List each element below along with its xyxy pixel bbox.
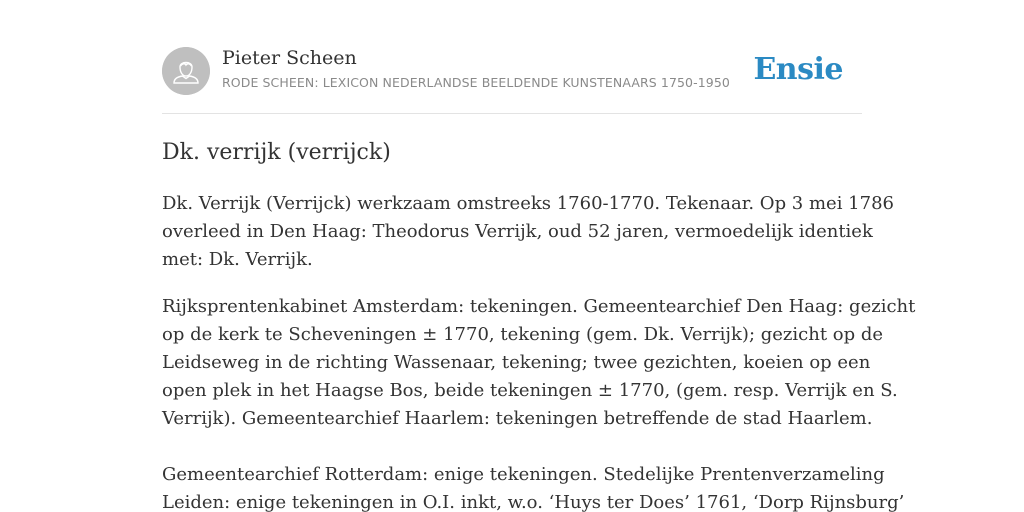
header-divider <box>162 113 862 114</box>
ensie-logo[interactable]: Ensie <box>753 52 843 87</box>
paragraph-line: Dk. Verrijk (Verrijck) werkzaam omstreeks 1760-1770. Tekenaar. Op 3 mei 1786 <box>162 193 894 214</box>
author-name[interactable]: Pieter Scheen <box>222 47 357 69</box>
paragraph-line: met: Dk. Verrijk. <box>162 249 313 270</box>
paragraph-line: Verrijk). Gemeentearchief Haarlem: tekeningen betreffende de stad Haarlem. <box>162 408 873 429</box>
paragraph-line: Leidseweg in de richting Wassenaar, tekening; twee gezichten, koeien op een <box>162 352 871 373</box>
article-paragraph <box>162 293 916 433</box>
article-title: Dk. verrijk (verrijck) <box>162 140 391 165</box>
article-header <box>162 46 862 114</box>
paragraph-line: open plek in het Haagse Bos, beide tekeningen ± 1770, (gem. resp. Verrijk en S. <box>162 380 898 401</box>
source-lexicon[interactable]: RODE SCHEEN: LEXICON NEDERLANDSE BEELDENDE KUNSTENAARS 1750-1950 <box>222 75 730 90</box>
article-paragraph <box>162 461 905 512</box>
user-avatar-icon[interactable] <box>162 47 210 95</box>
paragraph-line: Gemeentearchief Rotterdam: enige tekeningen. Stedelijke Prentenverzameling <box>162 464 885 485</box>
paragraph-line: overleed in Den Haag: Theodorus Verrijk, oud 52 jaren, vermoedelijk identiek <box>162 221 873 242</box>
paragraph-line: op de kerk te Scheveningen ± 1770, tekening (gem. Dk. Verrijk); gezicht op de <box>162 324 884 345</box>
paragraph-line: Leiden: enige tekeningen in O.I. inkt, w.o. ‘Huys ter Does’ 1761, ‘Dorp Rijnsburg’ <box>162 492 905 512</box>
article-paragraph <box>162 190 894 274</box>
paragraph-line: Rijksprentenkabinet Amsterdam: tekeningen. Gemeentearchief Den Haag: gezicht <box>162 296 916 317</box>
